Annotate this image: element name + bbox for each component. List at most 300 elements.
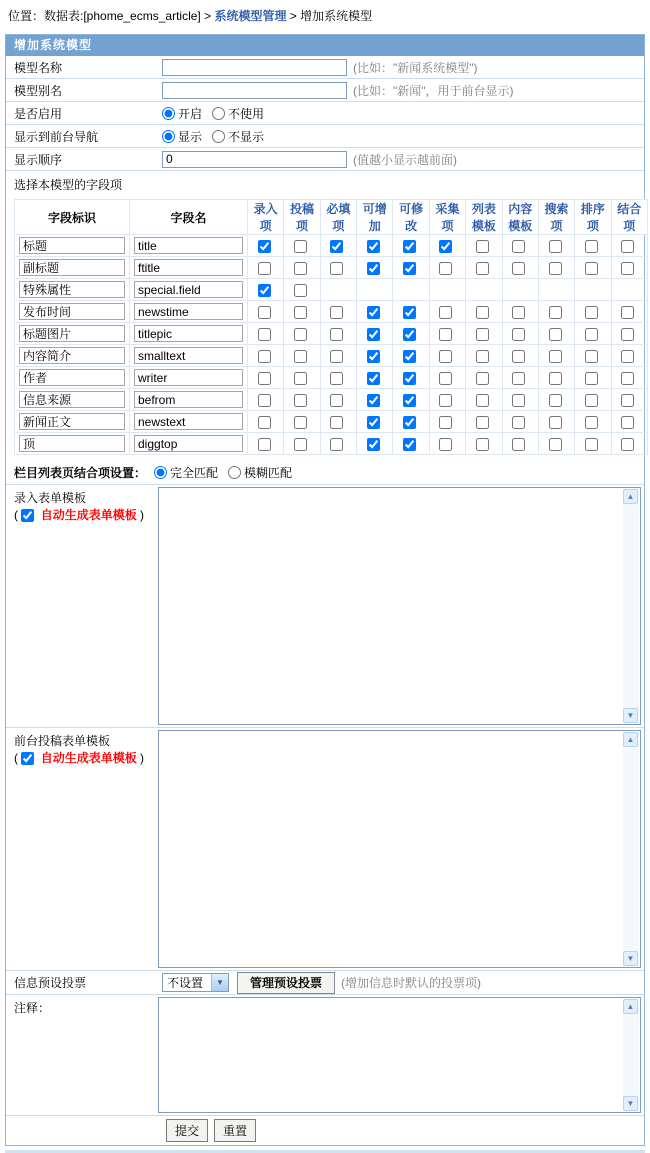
field-checkbox-1[interactable] [294,284,307,297]
fields-header-row [15,200,648,235]
field-checkbox-8[interactable] [549,306,562,319]
field-check-cell [611,411,647,433]
field-check-cell [429,235,465,257]
display-order-input[interactable] [162,151,347,168]
field-checkbox-5[interactable] [439,306,452,319]
field-check-cell [611,433,647,455]
column-header-check-2: 必填项 [320,200,356,235]
field-checkbox-4[interactable] [403,262,416,275]
field-check-cell [502,389,538,411]
field-check-cell [248,323,284,345]
field-checkbox-2[interactable] [330,372,343,385]
field-check-cell [611,345,647,367]
field-check-cell [284,367,320,389]
scroll-up-icon[interactable]: ▲ [623,489,638,504]
enable-label: 是否启用 [14,106,63,121]
field-check-cell [320,345,356,367]
field-check-cell [466,433,502,455]
field-checkbox-8[interactable] [549,350,562,363]
breadcrumb-link-model-management[interactable]: 系统模型管理 [214,9,287,23]
field-check-cell [575,257,611,279]
field-check-cell [429,257,465,279]
scroll-down-icon[interactable]: ▼ [623,951,638,966]
field-check-cell [502,367,538,389]
field-checkbox-4[interactable] [403,328,416,341]
enable-row [6,102,644,125]
field-checkbox-3[interactable] [367,306,380,319]
field-checkbox-2[interactable] [330,350,343,363]
breadcrumb-datatable: 数据表:[phome_ecms_article] [44,9,201,23]
field-checkbox-3[interactable] [367,350,380,363]
field-checkbox-1[interactable] [294,350,307,363]
preset-vote-row [6,971,644,995]
match-exact-label: 完全匹配 [170,466,219,480]
field-checkbox-0[interactable] [258,306,271,319]
field-check-cell [429,345,465,367]
field-checkbox-7[interactable] [512,262,525,275]
field-check-cell [429,411,465,433]
field-checkbox-2[interactable] [330,306,343,319]
column-header-check-9: 排序项 [575,200,611,235]
field-check-cell [575,411,611,433]
field-check-cell [575,433,611,455]
field-name-input[interactable] [134,347,243,364]
field-check-cell [575,367,611,389]
field-check-cell [575,389,611,411]
field-check-cell [429,323,465,345]
field-checkbox-6[interactable] [476,328,489,341]
enable-off-label: 不使用 [228,106,265,121]
field-checkbox-8[interactable] [549,262,562,275]
field-check-cell [284,257,320,279]
field-check-cell [611,367,647,389]
field-checkbox-9[interactable] [585,438,598,451]
field-check-cell [466,257,502,279]
scroll-up-icon[interactable]: ▲ [623,999,638,1014]
field-checkbox-6[interactable] [476,416,489,429]
field-checkbox-9[interactable] [585,350,598,363]
field-checkbox-10[interactable] [621,416,634,429]
field-check-cell [284,301,320,323]
scroll-down-icon[interactable]: ▼ [623,1096,638,1111]
field-tag-input[interactable] [19,325,125,342]
field-checkbox-9[interactable] [585,306,598,319]
field-name-input[interactable] [134,369,243,386]
preset-vote-label: 信息预设投票 [14,976,87,990]
field-check-cell [248,433,284,455]
column-header-field-tag: 字段标识 [15,200,130,235]
field-checkbox-5[interactable] [439,262,452,275]
field-checkbox-8[interactable] [549,372,562,385]
field-checkbox-6[interactable] [476,438,489,451]
field-check-cell [538,389,574,411]
front-form-template-label: 前台投稿表单模板 [14,734,111,748]
field-check-cell [611,235,647,257]
field-check-cell [357,323,393,345]
field-checkbox-4[interactable] [403,306,416,319]
field-checkbox-7[interactable] [512,328,525,341]
field-check-cell [248,235,284,257]
input-form-auto-generate-checkbox[interactable] [21,509,34,522]
column-header-check-1: 投稿项 [284,200,320,235]
reset-button[interactable]: 重置 [214,1119,256,1142]
field-check-cell [502,411,538,433]
field-check-cell [320,411,356,433]
field-checkbox-5[interactable] [439,328,452,341]
front-form-template-textarea[interactable] [158,730,641,968]
field-check-cell [248,389,284,411]
field-checkbox-10[interactable] [621,328,634,341]
field-row [15,301,648,323]
field-check-cell [320,323,356,345]
field-checkbox-10[interactable] [621,372,634,385]
field-check-cell [320,279,356,301]
model-name-row [6,56,644,79]
field-name-input[interactable] [134,435,243,452]
input-form-template-section [6,485,644,728]
field-checkbox-4[interactable] [403,240,416,253]
field-checkbox-1[interactable] [294,372,307,385]
field-checkbox-4[interactable] [403,350,416,363]
field-check-cell [538,323,574,345]
field-check-cell [611,389,647,411]
field-checkbox-0[interactable] [258,438,271,451]
field-check-cell [429,433,465,455]
model-name-label: 模型名称 [14,60,63,75]
field-row [15,433,648,455]
scroll-up-icon[interactable]: ▲ [623,732,638,747]
match-setting-label: 栏目列表页结合项设置： [14,466,147,480]
field-checkbox-0[interactable] [258,262,271,275]
field-checkbox-7[interactable] [512,416,525,429]
field-checkbox-6[interactable] [476,372,489,385]
field-row [15,279,648,301]
field-check-cell [357,367,393,389]
field-check-cell [466,323,502,345]
note-textarea[interactable] [158,997,641,1113]
field-check-cell [393,411,429,433]
field-name-input[interactable] [134,325,243,342]
field-checkbox-7[interactable] [512,240,525,253]
field-checkbox-1[interactable] [294,438,307,451]
field-check-cell [393,345,429,367]
column-header-check-5: 采集项 [429,200,465,235]
field-check-cell [393,301,429,323]
field-check-cell [502,235,538,257]
field-check-cell [248,411,284,433]
field-check-cell [393,257,429,279]
field-checkbox-4[interactable] [403,438,416,451]
field-checkbox-10[interactable] [621,306,634,319]
field-checkbox-6[interactable] [476,306,489,319]
field-check-cell [357,301,393,323]
field-checkbox-3[interactable] [367,372,380,385]
input-form-auto-generate-label: 自动生成表单模板 [40,508,137,522]
fields-section-title: 选择本模型的字段项 [14,178,123,192]
field-check-cell [575,235,611,257]
show-nav-show-label: 显示 [178,129,203,144]
field-checkbox-2[interactable] [330,328,343,341]
field-check-cell [248,301,284,323]
field-checkbox-2[interactable] [330,262,343,275]
front-form-auto-generate-label: 自动生成表单模板 [40,751,137,765]
field-checkbox-2[interactable] [330,438,343,451]
field-checkbox-6[interactable] [476,394,489,407]
field-name-input[interactable] [134,259,243,276]
model-alias-hint: (比如："新闻"，用于前台显示) [353,83,514,98]
field-checkbox-3[interactable] [367,262,380,275]
field-check-cell [538,433,574,455]
match-fuzzy-radio[interactable] [228,466,241,479]
field-checkbox-1[interactable] [294,394,307,407]
field-checkbox-9[interactable] [585,240,598,253]
field-check-cell [429,367,465,389]
field-name-input[interactable] [134,281,243,298]
field-check-cell [284,279,320,301]
column-header-check-0: 录入项 [248,200,284,235]
field-check-cell [538,301,574,323]
field-check-cell [284,323,320,345]
field-checkbox-6[interactable] [476,262,489,275]
field-checkbox-0[interactable] [258,350,271,363]
show-nav-hide-radio[interactable] [212,130,225,143]
field-check-cell [611,301,647,323]
field-checkbox-1[interactable] [294,262,307,275]
field-check-cell [320,433,356,455]
field-check-cell [320,301,356,323]
field-tag-input[interactable] [19,347,125,364]
field-check-cell [502,323,538,345]
field-checkbox-2[interactable] [330,416,343,429]
field-checkbox-8[interactable] [549,394,562,407]
field-checkbox-2[interactable] [330,394,343,407]
model-name-input[interactable] [162,59,347,76]
paren: ) [140,751,145,765]
field-row [15,389,648,411]
field-checkbox-10[interactable] [621,240,634,253]
breadcrumb-separator: > [200,9,215,23]
column-header-check-6: 列表模板 [466,200,502,235]
enable-on-label: 开启 [178,106,203,121]
field-checkbox-1[interactable] [294,416,307,429]
field-checkbox-3[interactable] [367,328,380,341]
field-check-cell [429,279,465,301]
field-check-cell [393,279,429,301]
field-checkbox-6[interactable] [476,240,489,253]
scrollbar[interactable] [623,999,639,1111]
display-order-hint: (值越小显示越前面) [353,152,457,167]
field-check-cell [357,345,393,367]
fields-table [14,199,648,455]
field-check-cell [393,389,429,411]
field-checkbox-0[interactable] [258,372,271,385]
field-checkbox-8[interactable] [549,416,562,429]
scrollbar[interactable] [623,732,639,966]
field-checkbox-5[interactable] [439,350,452,363]
field-check-cell [284,389,320,411]
field-tag-input[interactable] [19,435,125,452]
breadcrumb-location-label: 位置： [8,9,45,23]
field-check-cell [575,301,611,323]
field-check-cell [538,279,574,301]
field-check-cell [502,301,538,323]
field-check-cell [575,323,611,345]
field-checkbox-1[interactable] [294,306,307,319]
field-check-cell [393,433,429,455]
field-name-input[interactable] [134,391,243,408]
field-checkbox-7[interactable] [512,394,525,407]
preset-vote-select[interactable] [162,973,229,992]
scrollbar[interactable] [623,489,639,723]
field-check-cell [538,345,574,367]
field-checkbox-10[interactable] [621,394,634,407]
field-checkbox-8[interactable] [549,240,562,253]
field-checkbox-2[interactable] [330,240,343,253]
field-checkbox-7[interactable] [512,350,525,363]
field-check-cell [502,257,538,279]
field-check-cell [502,345,538,367]
field-check-cell [357,279,393,301]
display-order-label: 显示顺序 [14,152,63,167]
field-check-cell [357,411,393,433]
match-fuzzy-label: 模糊匹配 [244,466,293,480]
field-checkbox-4[interactable] [403,416,416,429]
field-check-cell [320,389,356,411]
model-alias-input[interactable] [162,82,347,99]
field-check-cell [611,323,647,345]
field-checkbox-5[interactable] [439,394,452,407]
field-checkbox-7[interactable] [512,438,525,451]
front-form-auto-generate-checkbox[interactable] [21,752,34,765]
field-tag-input[interactable] [19,303,125,320]
field-checkbox-0[interactable] [258,240,271,253]
show-nav-hide-label: 不显示 [228,129,265,144]
front-form-template-section [6,728,644,971]
input-form-template-textarea[interactable] [158,487,641,725]
field-checkbox-0[interactable] [258,328,271,341]
field-check-cell [466,301,502,323]
field-tag-input[interactable] [19,237,125,254]
field-checkbox-3[interactable] [367,240,380,253]
field-checkbox-5[interactable] [439,416,452,429]
field-checkbox-9[interactable] [585,372,598,385]
field-checkbox-6[interactable] [476,350,489,363]
field-tag-input[interactable] [19,391,125,408]
field-checkbox-9[interactable] [585,328,598,341]
input-form-template-label: 录入表单模板 [14,491,87,505]
field-row [15,411,648,433]
field-check-cell [320,235,356,257]
field-name-input[interactable] [134,237,243,254]
field-row [15,345,648,367]
field-name-input[interactable] [134,413,243,430]
field-check-cell [611,257,647,279]
field-checkbox-1[interactable] [294,328,307,341]
field-checkbox-0[interactable] [258,416,271,429]
enable-on-radio[interactable] [162,107,175,120]
field-checkbox-7[interactable] [512,306,525,319]
column-header-field-name: 字段名 [130,200,248,235]
show-nav-show-radio[interactable] [162,130,175,143]
field-checkbox-4[interactable] [403,372,416,385]
breadcrumb-separator: > [286,9,301,23]
field-checkbox-0[interactable] [258,394,271,407]
column-header-check-4: 可修改 [393,200,429,235]
manage-preset-vote-button[interactable]: 管理预设投票 [237,972,335,994]
field-check-cell [466,389,502,411]
field-checkbox-5[interactable] [439,240,452,253]
field-check-cell [466,345,502,367]
field-row [15,323,648,345]
field-checkbox-10[interactable] [621,262,634,275]
field-checkbox-10[interactable] [621,438,634,451]
submit-button[interactable]: 提交 [166,1119,208,1142]
paren: ) [140,508,145,522]
field-check-cell [248,367,284,389]
field-check-cell [575,279,611,301]
select-dropdown-arrow-icon[interactable]: ▼ [211,974,228,991]
model-name-hint: (比如："新闻系统模型") [353,60,478,75]
scroll-down-icon[interactable]: ▼ [623,708,638,723]
field-row [15,367,648,389]
field-check-cell [502,433,538,455]
field-name-input[interactable] [134,303,243,320]
field-check-cell [248,345,284,367]
field-checkbox-1[interactable] [294,240,307,253]
field-check-cell [466,411,502,433]
paren: ( [14,508,18,522]
field-check-cell [320,257,356,279]
field-checkbox-3[interactable] [367,416,380,429]
field-tag-input[interactable] [19,259,125,276]
field-checkbox-5[interactable] [439,372,452,385]
field-checkbox-9[interactable] [585,394,598,407]
field-row [15,235,648,257]
field-checkbox-3[interactable] [367,438,380,451]
column-header-check-3: 可增加 [357,200,393,235]
field-tag-input[interactable] [19,413,125,430]
field-tag-input[interactable] [19,369,125,386]
panel-title: 增加系统模型 [6,35,644,56]
field-checkbox-3[interactable] [367,394,380,407]
field-check-cell [284,411,320,433]
breadcrumb-current: 增加系统模型 [300,9,373,23]
field-check-cell [538,257,574,279]
show-nav-label: 显示到前台导航 [14,129,99,144]
field-checkbox-10[interactable] [621,350,634,363]
field-tag-input[interactable] [19,281,125,298]
field-check-cell [284,235,320,257]
field-check-cell [357,389,393,411]
field-checkbox-0[interactable] [258,284,271,297]
field-checkbox-9[interactable] [585,416,598,429]
field-check-cell [502,279,538,301]
field-checkbox-7[interactable] [512,372,525,385]
column-header-check-8: 搜索项 [538,200,574,235]
field-check-cell [393,323,429,345]
enable-off-radio[interactable] [212,107,225,120]
field-checkbox-8[interactable] [549,438,562,451]
field-check-cell [611,279,647,301]
field-check-cell [466,235,502,257]
field-checkbox-5[interactable] [439,438,452,451]
match-exact-radio[interactable] [154,466,167,479]
field-checkbox-8[interactable] [549,328,562,341]
field-checkbox-4[interactable] [403,394,416,407]
note-label: 注释： [14,1001,51,1015]
field-checkbox-9[interactable] [585,262,598,275]
field-check-cell [429,301,465,323]
